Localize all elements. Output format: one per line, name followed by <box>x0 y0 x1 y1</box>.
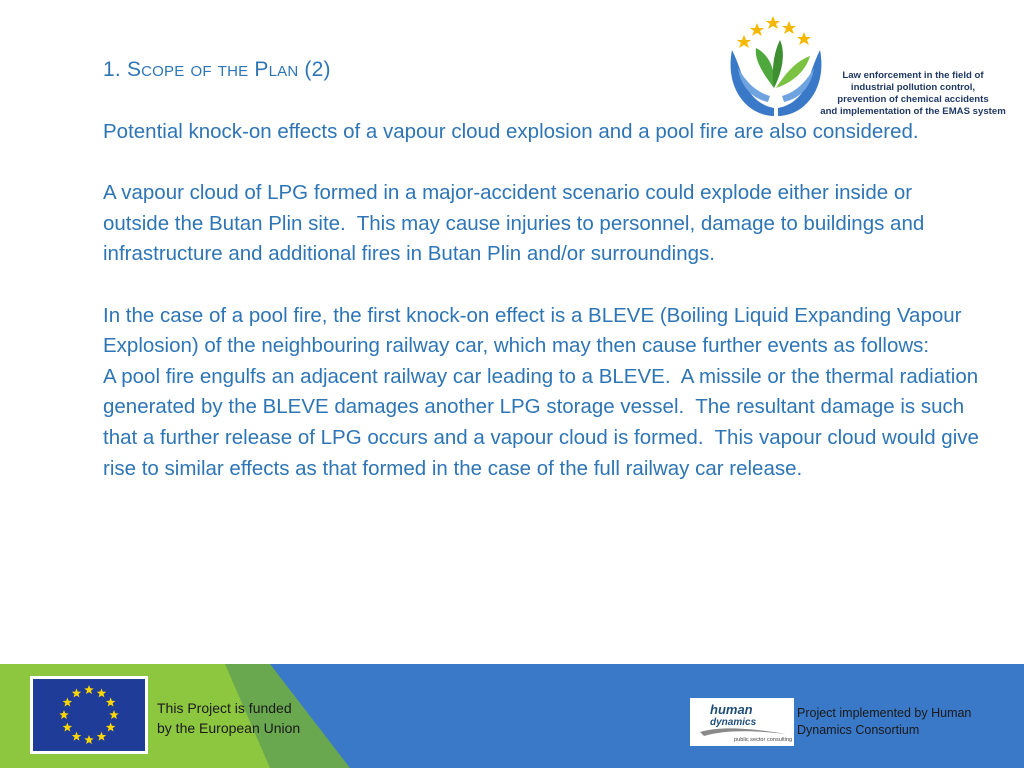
hd-name-line2: dynamics <box>710 717 757 728</box>
eu-flag <box>30 676 148 754</box>
project-logo-line: and implementation of the EMAS system <box>820 106 1006 117</box>
human-dynamics-logo <box>690 698 794 746</box>
hd-name-line1: human <box>710 702 753 717</box>
footer <box>0 664 1024 768</box>
funded-line: by the European Union <box>157 720 301 736</box>
slide-title: 1. Scope of the Plan (2) <box>103 58 331 81</box>
implemented-text <box>797 705 1002 739</box>
project-logo-line: prevention of chemical accidents <box>837 94 989 105</box>
implemented-line: Dynamics Consortium <box>797 723 920 737</box>
project-logo-line: Law enforcement in the field of <box>842 70 984 81</box>
funded-text <box>157 698 337 738</box>
project-logo-text <box>810 70 1016 118</box>
project-logo-line: industrial pollution control, <box>850 82 976 93</box>
implemented-line: Project implemented by Human <box>797 706 972 720</box>
slide-body <box>103 117 983 484</box>
funded-line: This Project is funded <box>157 700 292 716</box>
paragraph-sequence: A pool fire engulfs an adjacent railway car leading to a BLEVE. A missile or the thermal radiation generated by the BLEVE damages another LPG storage vessel. The resultant damage is such that a further release of LPG occurs and a vapour cloud is formed. This vapour cloud would give rise to similar effects as that formed in the case of the full railway car release. <box>103 364 985 480</box>
paragraph-knock-on-effects: Potential knock-on effects of a vapour cloud explosion and a pool fire are also considered. <box>103 120 919 143</box>
project-logo <box>724 10 1016 126</box>
paragraph-pool-fire: In the case of a pool fire, the first knock-on effect is a BLEVE (Boiling Liquid Expanding Vapour Explosion) of the neighbouring railway car, which may then cause further events as follows: <box>103 303 968 358</box>
paragraph-vapour-cloud: A vapour cloud of LPG formed in a major-accident scenario could explode either inside or outside the Butan Plin site. This may cause injuries to personnel, damage to buildings and infrastructure and additional fires in Butan Plin and/or surroundings. <box>103 181 930 266</box>
eu-flag-icon <box>30 676 148 754</box>
human-dynamics-tagline: public sector consulting <box>734 737 793 743</box>
